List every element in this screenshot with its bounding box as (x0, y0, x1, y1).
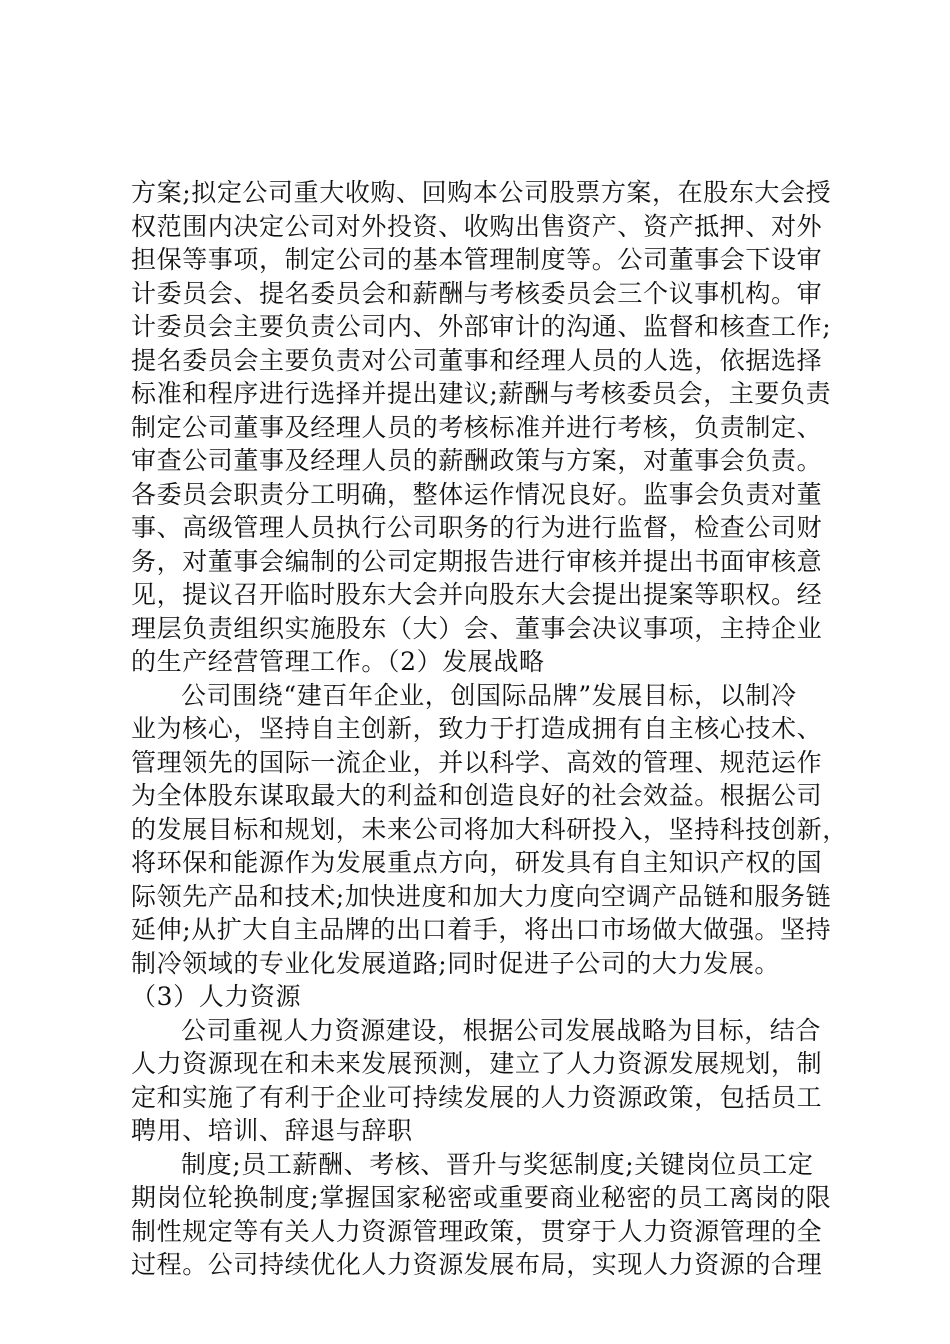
text-line: 际领先产品和技术;加快进度和加大力度向空调产品链和服务链 (131, 881, 832, 911)
text-line: 制性规定等有关人力资源管理政策，贯穿于人力资源管理的全 (131, 1216, 823, 1246)
text-line: 为全体股东谋取最大的利益和创造良好的社会效益。根据公司 (131, 781, 823, 810)
text-line: 担保等事项，制定公司的基本管理制度等。公司董事会下设审 (131, 245, 823, 274)
text-line: 方案;拟定公司重大收购、回购本公司股票方案，在股东大会授 (131, 178, 832, 207)
text-line: 各委员会职责分工明确，整体运作情况良好。监事会负责对董 (131, 479, 823, 509)
text-line: 定和实施了有利于企业可持续发展的人力资源政策，包括员工 (131, 1082, 823, 1112)
text-line: 见，提议召开临时股东大会并向股东大会提出提案等职权。经 (131, 580, 823, 609)
text-line: 期岗位轮换制度;掌握国家秘密或重要商业秘密的员工离岗的限 (131, 1183, 832, 1212)
text-line: 将环保和能源作为发展重点方向，研发具有自主知识产权的国 (131, 848, 823, 877)
text-line: 制定公司董事及经理人员的考核标准并进行考核，负责制定、 (131, 412, 823, 442)
text-line: 审查公司董事及经理人员的薪酬政策与方案，对董事会负责。 (131, 446, 823, 475)
text-line: 人力资源现在和未来发展预测，建立了人力资源发展规划，制 (131, 1049, 823, 1078)
paragraph-start-line: 公司重视人力资源建设，根据公司发展战略为目标，结合 (181, 1015, 822, 1045)
text-line: 管理领先的国际一流企业，并以科学、高效的管理、规范运作 (131, 747, 823, 777)
text-line: 理层负责组织实施股东（大）会、董事会决议事项，主持企业 (131, 613, 823, 643)
text-line: 务，对董事会编制的公司定期报告进行审核并提出书面审核意 (131, 546, 823, 576)
text-line: 权范围内决定公司对外投资、收购出售资产、资产抵押、对外 (131, 211, 823, 241)
section-heading-line: （3）人力资源 (131, 982, 302, 1011)
text-line: 标准和程序进行选择并提出建议;薪酬与考核委员会，主要负责 (131, 379, 832, 408)
text-line: 事、高级管理人员执行公司职务的行为进行监督，检查公司财 (131, 513, 823, 542)
text-line: 的生产经营管理工作。（2）发展战略 (131, 647, 545, 676)
paragraph-start-line: 制度;员工薪酬、考核、晋升与奖惩制度;关键岗位员工定 (181, 1149, 814, 1179)
text-line: 制冷领域的专业化发展道路;同时促进子公司的大力发展。 (131, 948, 781, 978)
text-line: 业为核心，坚持自主创新，致力于打造成拥有自主核心技术、 (131, 714, 823, 743)
text-line: 的发展目标和规划，未来公司将加大科研投入，坚持科技创新， (131, 814, 848, 844)
document-body (131, 176, 848, 1282)
paragraph-start-line: 公司围绕“建百年企业，创国际品牌”发展目标，以制冷 (181, 680, 797, 710)
text-line: 延伸;从扩大自主品牌的出口着手，将出口市场做大做强。坚持 (131, 915, 832, 944)
text-line: 过程。公司持续优化人力资源发展布局，实现人力资源的合理 (131, 1250, 823, 1279)
text-line: 计委员会主要负责公司内、外部审计的沟通、监督和核查工作; (131, 312, 832, 341)
text-line: 聘用、培训、辞退与辞职 (131, 1116, 413, 1145)
text-line: 提名委员会主要负责对公司董事和经理人员的人选，依据选择 (131, 345, 823, 375)
text-line: 计委员会、提名委员会和薪酬与考核委员会三个议事机构。审 (131, 278, 823, 308)
